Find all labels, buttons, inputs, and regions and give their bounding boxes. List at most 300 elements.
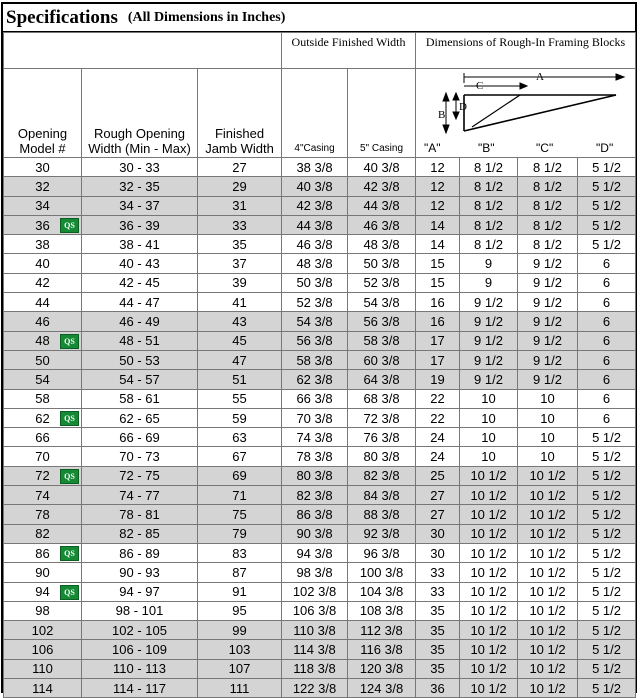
cell-dim-c: 10 1/2	[518, 659, 578, 678]
col-header-rough-opening: Rough Opening Width (Min - Max)	[82, 69, 198, 158]
cell-opening-model	[4, 235, 82, 254]
cell-casing-5in: 88 3/8	[348, 505, 416, 524]
cell-opening-model	[4, 659, 82, 678]
cell-rough-opening: 36 - 39	[82, 215, 198, 234]
cell-dim-a: 36	[416, 679, 460, 698]
cell-dim-d: 5 1/2	[578, 235, 636, 254]
cell-rough-opening: 82 - 85	[82, 524, 198, 543]
cell-opening-model-value: 36	[35, 217, 50, 233]
cell-dim-d: 6	[578, 273, 636, 292]
cell-casing-4in: 102 3/8	[282, 582, 348, 601]
cell-finished-jamb: 43	[198, 312, 282, 331]
cell-dim-d: 5 1/2	[578, 158, 636, 177]
cell-dim-c: 10 1/2	[518, 505, 578, 524]
qs-badge-icon: QS	[60, 334, 79, 349]
cell-dim-c: 10	[518, 447, 578, 466]
cell-dim-b: 10 1/2	[460, 543, 518, 562]
cell-opening-model	[4, 158, 82, 177]
table-row	[4, 312, 636, 331]
cell-dim-a: 12	[416, 177, 460, 196]
cell-opening-model	[4, 679, 82, 698]
diagram-label-c: C	[476, 80, 484, 92]
cell-casing-5in: 50 3/8	[348, 254, 416, 273]
cell-dim-c: 8 1/2	[518, 158, 578, 177]
cell-rough-opening: 54 - 57	[82, 370, 198, 389]
cell-finished-jamb: 37	[198, 254, 282, 273]
cell-casing-5in: 68 3/8	[348, 389, 416, 408]
cell-dim-c: 10	[518, 408, 578, 427]
cell-dim-a: 35	[416, 621, 460, 640]
table-row	[4, 543, 636, 562]
cell-dim-b: 8 1/2	[460, 196, 518, 215]
cell-rough-opening: 78 - 81	[82, 505, 198, 524]
cell-dim-a: 30	[416, 543, 460, 562]
cell-finished-jamb: 35	[198, 235, 282, 254]
cell-dim-c: 8 1/2	[518, 215, 578, 234]
cell-rough-opening: 98 - 101	[82, 601, 198, 620]
cell-opening-model	[4, 293, 82, 312]
cell-casing-4in: 56 3/8	[282, 331, 348, 350]
col-header-finished-jamb: Finished Jamb Width	[198, 69, 282, 158]
cell-dim-a: 30	[416, 524, 460, 543]
cell-casing-4in: 82 3/8	[282, 486, 348, 505]
cell-dim-a: 17	[416, 350, 460, 369]
specifications-table-body	[4, 158, 636, 698]
col-header-opening-model: Opening Model #	[4, 69, 82, 158]
cell-dim-d: 5 1/2	[578, 640, 636, 659]
group-header-row	[4, 33, 636, 69]
cell-opening-model-value: 82	[35, 526, 50, 542]
cell-casing-5in: 44 3/8	[348, 196, 416, 215]
cell-opening-model-value: 30	[35, 159, 50, 175]
column-header-row	[4, 69, 636, 158]
cell-dim-d: 6	[578, 331, 636, 350]
cell-casing-4in: 74 3/8	[282, 428, 348, 447]
cell-casing-4in: 52 3/8	[282, 293, 348, 312]
cell-dim-a: 17	[416, 331, 460, 350]
cell-dim-b: 8 1/2	[460, 177, 518, 196]
cell-finished-jamb: 69	[198, 466, 282, 485]
cell-dim-d: 6	[578, 312, 636, 331]
cell-casing-4in: 122 3/8	[282, 679, 348, 698]
cell-casing-5in: 82 3/8	[348, 466, 416, 485]
cell-finished-jamb: 41	[198, 293, 282, 312]
cell-casing-4in: 86 3/8	[282, 505, 348, 524]
page-title: Specifications	[6, 6, 118, 28]
cell-casing-4in: 44 3/8	[282, 215, 348, 234]
cell-dim-b: 10	[460, 389, 518, 408]
cell-casing-4in: 106 3/8	[282, 601, 348, 620]
cell-opening-model	[4, 582, 82, 601]
cell-casing-5in: 92 3/8	[348, 524, 416, 543]
cell-opening-model-value: 102	[31, 622, 54, 638]
cell-dim-c: 10	[518, 389, 578, 408]
cell-casing-4in: 94 3/8	[282, 543, 348, 562]
cell-casing-4in: 40 3/8	[282, 177, 348, 196]
cell-casing-4in: 110 3/8	[282, 621, 348, 640]
table-row	[4, 408, 636, 427]
cell-casing-4in: 62 3/8	[282, 370, 348, 389]
table-row	[4, 331, 636, 350]
cell-dim-d: 5 1/2	[578, 447, 636, 466]
cell-dim-d: 5 1/2	[578, 505, 636, 524]
cell-opening-model	[4, 543, 82, 562]
cell-dim-d: 6	[578, 350, 636, 369]
cell-dim-a: 15	[416, 254, 460, 273]
cell-finished-jamb: 87	[198, 563, 282, 582]
cell-dim-b: 8 1/2	[460, 158, 518, 177]
table-row	[4, 350, 636, 369]
table-row	[4, 466, 636, 485]
cell-dim-a: 22	[416, 389, 460, 408]
cell-dim-c: 10 1/2	[518, 601, 578, 620]
cell-dim-d: 5 1/2	[578, 563, 636, 582]
cell-opening-model	[4, 486, 82, 505]
cell-dim-d: 5 1/2	[578, 582, 636, 601]
cell-opening-model	[4, 350, 82, 369]
cell-opening-model-value: 58	[35, 391, 50, 407]
cell-opening-model-value: 40	[35, 256, 50, 272]
cell-rough-opening: 48 - 51	[82, 331, 198, 350]
cell-dim-b: 9 1/2	[460, 350, 518, 369]
cell-casing-5in: 56 3/8	[348, 312, 416, 331]
cell-rough-opening: 38 - 41	[82, 235, 198, 254]
cell-casing-5in: 84 3/8	[348, 486, 416, 505]
cell-dim-b: 10 1/2	[460, 486, 518, 505]
cell-opening-model-value: 66	[35, 429, 50, 445]
cell-casing-4in: 114 3/8	[282, 640, 348, 659]
qs-badge-icon: QS	[60, 546, 79, 561]
cell-finished-jamb: 99	[198, 621, 282, 640]
cell-casing-5in: 64 3/8	[348, 370, 416, 389]
cell-dim-c: 9 1/2	[518, 273, 578, 292]
cell-rough-opening: 66 - 69	[82, 428, 198, 447]
cell-dim-a: 14	[416, 215, 460, 234]
cell-dim-d: 5 1/2	[578, 486, 636, 505]
cell-rough-opening: 62 - 65	[82, 408, 198, 427]
cell-casing-5in: 80 3/8	[348, 447, 416, 466]
cell-casing-5in: 116 3/8	[348, 640, 416, 659]
cell-opening-model	[4, 273, 82, 292]
cell-casing-5in: 120 3/8	[348, 659, 416, 678]
cell-dim-b: 9	[460, 254, 518, 273]
cell-rough-opening: 102 - 105	[82, 621, 198, 640]
cell-dim-c: 9 1/2	[518, 331, 578, 350]
qs-badge-icon: QS	[60, 218, 79, 233]
cell-opening-model-value: 94	[35, 584, 50, 600]
cell-dim-b: 10 1/2	[460, 466, 518, 485]
cell-dim-a: 15	[416, 273, 460, 292]
cell-dim-b: 8 1/2	[460, 235, 518, 254]
cell-dim-b: 10	[460, 447, 518, 466]
cell-dim-b: 10	[460, 428, 518, 447]
cell-finished-jamb: 51	[198, 370, 282, 389]
cell-casing-5in: 96 3/8	[348, 543, 416, 562]
cell-dim-c: 9 1/2	[518, 350, 578, 369]
cell-dim-a: 27	[416, 505, 460, 524]
cell-casing-4in: 98 3/8	[282, 563, 348, 582]
cell-dim-b: 9 1/2	[460, 293, 518, 312]
cell-opening-model-value: 54	[35, 371, 50, 387]
cell-dim-d: 5 1/2	[578, 215, 636, 234]
cell-dim-b: 9 1/2	[460, 331, 518, 350]
cell-casing-4in: 66 3/8	[282, 389, 348, 408]
diagram-label-a: A	[536, 71, 544, 83]
cell-casing-4in: 90 3/8	[282, 524, 348, 543]
cell-dim-a: 35	[416, 601, 460, 620]
cell-casing-5in: 42 3/8	[348, 177, 416, 196]
cell-rough-opening: 110 - 113	[82, 659, 198, 678]
table-row	[4, 563, 636, 582]
cell-dim-a: 35	[416, 640, 460, 659]
cell-opening-model	[4, 312, 82, 331]
cell-casing-5in: 54 3/8	[348, 293, 416, 312]
cell-opening-model-value: 90	[35, 564, 50, 580]
title-row	[3, 4, 635, 32]
cell-opening-model	[4, 215, 82, 234]
cell-dim-a: 35	[416, 659, 460, 678]
cell-dim-d: 5 1/2	[578, 524, 636, 543]
table-row	[4, 389, 636, 408]
cell-dim-b: 10 1/2	[460, 601, 518, 620]
cell-dim-a: 33	[416, 582, 460, 601]
col-header-4in-casing: 4"Casing	[282, 69, 348, 158]
cell-dim-a: 25	[416, 466, 460, 485]
table-row	[4, 621, 636, 640]
cell-opening-model	[4, 621, 82, 640]
cell-opening-model	[4, 563, 82, 582]
cell-opening-model-value: 70	[35, 449, 50, 465]
cell-casing-5in: 60 3/8	[348, 350, 416, 369]
cell-finished-jamb: 79	[198, 524, 282, 543]
cell-dim-c: 10 1/2	[518, 524, 578, 543]
cell-casing-5in: 48 3/8	[348, 235, 416, 254]
cell-casing-5in: 124 3/8	[348, 679, 416, 698]
cell-opening-model-value: 50	[35, 352, 50, 368]
qs-badge-icon: QS	[60, 585, 79, 600]
cell-casing-5in: 100 3/8	[348, 563, 416, 582]
cell-dim-c: 10 1/2	[518, 563, 578, 582]
cell-opening-model	[4, 428, 82, 447]
cell-dim-a: 16	[416, 293, 460, 312]
col-header-b: "B"	[478, 141, 495, 155]
cell-opening-model-value: 44	[35, 294, 50, 310]
cell-dim-c: 8 1/2	[518, 196, 578, 215]
cell-dim-b: 10 1/2	[460, 679, 518, 698]
cell-dim-a: 22	[416, 408, 460, 427]
cell-casing-4in: 42 3/8	[282, 196, 348, 215]
cell-dim-d: 5 1/2	[578, 466, 636, 485]
cell-dim-d: 5 1/2	[578, 177, 636, 196]
col-header-d: "D"	[596, 141, 614, 155]
cell-opening-model	[4, 177, 82, 196]
cell-rough-opening: 114 - 117	[82, 679, 198, 698]
cell-dim-c: 10 1/2	[518, 679, 578, 698]
cell-dim-a: 24	[416, 428, 460, 447]
cell-dim-a: 19	[416, 370, 460, 389]
table-row	[4, 158, 636, 177]
cell-casing-5in: 76 3/8	[348, 428, 416, 447]
cell-dim-a: 16	[416, 312, 460, 331]
cell-opening-model-value: 74	[35, 487, 50, 503]
cell-casing-4in: 46 3/8	[282, 235, 348, 254]
cell-dim-c: 10	[518, 428, 578, 447]
cell-rough-opening: 90 - 93	[82, 563, 198, 582]
cell-rough-opening: 34 - 37	[82, 196, 198, 215]
cell-finished-jamb: 103	[198, 640, 282, 659]
cell-dim-a: 27	[416, 486, 460, 505]
cell-rough-opening: 106 - 109	[82, 640, 198, 659]
cell-finished-jamb: 91	[198, 582, 282, 601]
cell-casing-4in: 80 3/8	[282, 466, 348, 485]
framing-block-diagram-cell	[416, 69, 636, 158]
table-row	[4, 215, 636, 234]
group-header-outside-width: Outside Finished Width	[282, 33, 416, 69]
cell-finished-jamb: 111	[198, 679, 282, 698]
cell-dim-c: 10 1/2	[518, 640, 578, 659]
group-header-blank	[4, 33, 282, 69]
cell-opening-model	[4, 389, 82, 408]
table-row	[4, 273, 636, 292]
table-row	[4, 447, 636, 466]
cell-casing-4in: 48 3/8	[282, 254, 348, 273]
cell-opening-model-value: 48	[35, 333, 50, 349]
cell-dim-b: 8 1/2	[460, 215, 518, 234]
cell-dim-a: 33	[416, 563, 460, 582]
cell-dim-c: 10 1/2	[518, 582, 578, 601]
cell-opening-model-value: 78	[35, 506, 50, 522]
cell-dim-c: 10 1/2	[518, 543, 578, 562]
cell-opening-model	[4, 466, 82, 485]
cell-dim-d: 5 1/2	[578, 543, 636, 562]
cell-dim-d: 5 1/2	[578, 428, 636, 447]
cell-finished-jamb: 95	[198, 601, 282, 620]
cell-finished-jamb: 63	[198, 428, 282, 447]
cell-opening-model-value: 72	[35, 468, 50, 484]
table-row	[4, 428, 636, 447]
cell-opening-model-value: 98	[35, 603, 50, 619]
cell-finished-jamb: 55	[198, 389, 282, 408]
cell-dim-d: 6	[578, 254, 636, 273]
cell-casing-5in: 104 3/8	[348, 582, 416, 601]
cell-casing-5in: 52 3/8	[348, 273, 416, 292]
cell-dim-d: 5 1/2	[578, 621, 636, 640]
table-row	[4, 659, 636, 678]
cell-dim-b: 10 1/2	[460, 524, 518, 543]
cell-casing-5in: 58 3/8	[348, 331, 416, 350]
col-header-c: "C"	[536, 141, 554, 155]
cell-opening-model	[4, 408, 82, 427]
group-header-rough-in: Dimensions of Rough-In Framing Blocks	[416, 33, 636, 69]
table-row	[4, 505, 636, 524]
cell-dim-b: 10	[460, 408, 518, 427]
cell-finished-jamb: 27	[198, 158, 282, 177]
cell-finished-jamb: 29	[198, 177, 282, 196]
cell-casing-4in: 118 3/8	[282, 659, 348, 678]
cell-casing-5in: 46 3/8	[348, 215, 416, 234]
table-row	[4, 601, 636, 620]
cell-rough-opening: 50 - 53	[82, 350, 198, 369]
cell-dim-a: 14	[416, 235, 460, 254]
cell-casing-4in: 70 3/8	[282, 408, 348, 427]
table-row	[4, 524, 636, 543]
cell-dim-c: 8 1/2	[518, 177, 578, 196]
cell-casing-5in: 108 3/8	[348, 601, 416, 620]
table-row	[4, 235, 636, 254]
cell-rough-opening: 70 - 73	[82, 447, 198, 466]
cell-opening-model-value: 86	[35, 545, 50, 561]
cell-dim-a: 12	[416, 196, 460, 215]
table-row	[4, 679, 636, 698]
cell-dim-a: 12	[416, 158, 460, 177]
table-row	[4, 486, 636, 505]
cell-finished-jamb: 45	[198, 331, 282, 350]
page-subtitle: (All Dimensions in Inches)	[127, 9, 286, 25]
cell-rough-opening: 86 - 89	[82, 543, 198, 562]
cell-dim-d: 6	[578, 370, 636, 389]
cell-rough-opening: 42 - 45	[82, 273, 198, 292]
cell-finished-jamb: 71	[198, 486, 282, 505]
cell-dim-d: 5 1/2	[578, 601, 636, 620]
cell-dim-d: 6	[578, 408, 636, 427]
cell-dim-b: 9 1/2	[460, 370, 518, 389]
cell-opening-model-value: 114	[32, 680, 53, 696]
cell-dim-d: 5 1/2	[578, 659, 636, 678]
cell-finished-jamb: 39	[198, 273, 282, 292]
cell-casing-4in: 54 3/8	[282, 312, 348, 331]
cell-rough-opening: 72 - 75	[82, 466, 198, 485]
cell-casing-4in: 78 3/8	[282, 447, 348, 466]
cell-finished-jamb: 47	[198, 350, 282, 369]
cell-finished-jamb: 67	[198, 447, 282, 466]
cell-dim-b: 10 1/2	[460, 563, 518, 582]
cell-opening-model-value: 34	[35, 198, 50, 214]
cell-opening-model-value: 62	[35, 410, 50, 426]
cell-opening-model-value: 106	[31, 642, 54, 658]
cell-dim-c: 9 1/2	[518, 370, 578, 389]
cell-opening-model-value: 42	[35, 275, 50, 291]
cell-finished-jamb: 107	[198, 659, 282, 678]
cell-rough-opening: 94 - 97	[82, 582, 198, 601]
cell-dim-d: 5 1/2	[578, 196, 636, 215]
cell-opening-model	[4, 370, 82, 389]
table-row	[4, 177, 636, 196]
cell-dim-b: 9	[460, 273, 518, 292]
cell-casing-4in: 50 3/8	[282, 273, 348, 292]
cell-finished-jamb: 75	[198, 505, 282, 524]
cell-dim-b: 9 1/2	[460, 312, 518, 331]
cell-casing-5in: 72 3/8	[348, 408, 416, 427]
cell-opening-model	[4, 524, 82, 543]
cell-dim-c: 8 1/2	[518, 235, 578, 254]
cell-dim-b: 10 1/2	[460, 505, 518, 524]
cell-opening-model-value: 32	[35, 178, 50, 194]
cell-rough-opening: 40 - 43	[82, 254, 198, 273]
qs-badge-icon: QS	[60, 469, 79, 484]
cell-opening-model	[4, 254, 82, 273]
cell-opening-model-value: 46	[35, 314, 50, 330]
cell-dim-b: 10 1/2	[460, 621, 518, 640]
cell-opening-model-value: 38	[35, 236, 50, 252]
cell-dim-c: 9 1/2	[518, 254, 578, 273]
cell-dim-b: 10 1/2	[460, 582, 518, 601]
diagram-label-b: B	[438, 109, 446, 121]
specifications-table	[3, 32, 636, 698]
table-row	[4, 640, 636, 659]
cell-opening-model	[4, 505, 82, 524]
cell-rough-opening: 44 - 47	[82, 293, 198, 312]
cell-dim-a: 24	[416, 447, 460, 466]
